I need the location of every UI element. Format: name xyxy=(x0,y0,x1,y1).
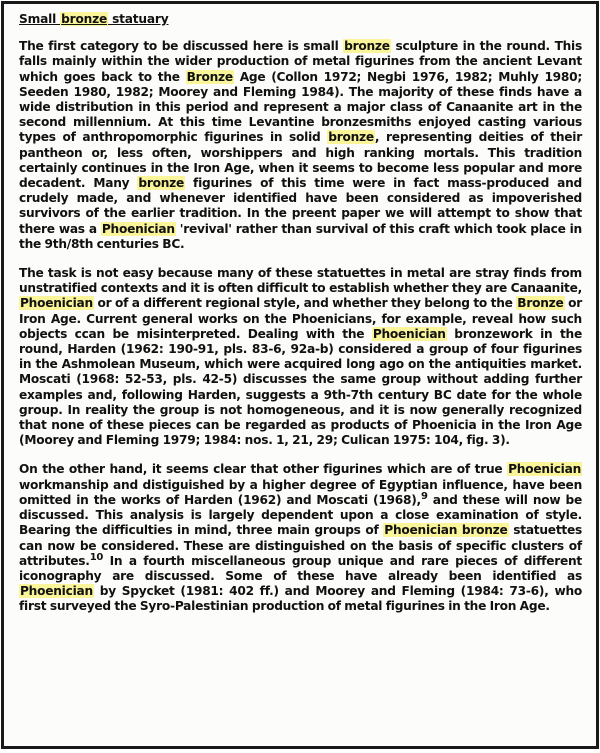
highlighted-term: bronze xyxy=(61,12,108,26)
document-page xyxy=(3,3,597,747)
section-heading: Small bronze statuary xyxy=(19,12,169,26)
highlighted-term: Phoenician xyxy=(372,326,446,341)
highlighted-term: bronze xyxy=(328,130,374,145)
highlighted-term: Bronze xyxy=(517,296,564,311)
highlighted-term: Phoenician xyxy=(20,296,93,311)
paragraph-2: The task is not easy because many of these statuettes in metal are stray finds from unstratified contexts and it is often difficult to establish whether they are Canaanite, Phoenician or of a different regional style, and whether they belong to the Bronze or Iron Age. Current general works on the Phoenicians, for example, reveal how such objects ccan be misinterpreted. Dealing with the Phoenician bronzework in the round, Harden (1962: 190-91, pls. 83-6, 92a-b) considered a group of four figurines in the Ashmolean Museum, which were acquired long ago on the antiquities market. Moscati (1968: 52-53, pls. 42-5) discusses the same group without adding further examples and, following Harden, suggests a 9th-7th century BC date for the whole group. In reality the group is not homogeneous, and it is now generally recognized that none of these pieces can be regarded as products of Phoenicia in the Iron Age (Moorey and Fleming 1979; 1984: nos. 1, 21, 29; Culican 1975: 104, fig. 3). xyxy=(19,266,582,448)
paragraph-1: The first category to be discussed here is small bronze sculpture in the round. This falls mainly within the wider production of metal figurines from the ancient Levant which goes back to the Bronze Age (Collon 1972; Negbi 1976, 1982; Muhly 1980; Seeden 1980, 1982; Moorey and Fleming 1984). The majority of these finds have a wide distribution in this period and represent a major class of Canaanite art in the second millennium. At this time Levantine bronzesmiths enjoyed casting various types of anthropomorphic figurines in solid bronze, representing deities of their pantheon or, less often, worshippers and high ranking mortals. This tradition certainly continues in the Iron Age, when it seems to become less popular and more decadent. Many bronze figurines of this time were in fact mass-produced and crudely made, and whenever identified have been considered as impoverished survivors of the earlier tradition. In the preent paper we will attempt to show that there was a Phoenician 'revival' rather than survival of this craft which took place in the 9th/8th centuries BC. xyxy=(19,39,582,251)
highlighted-term: Phoenician bronze xyxy=(384,523,508,538)
highlighted-term: Phoenician xyxy=(508,462,581,477)
paragraph-3: On the other hand, it seems clear that other figurines which are of true Phoenician workmanship and distiguished by a higher degree of Egyptian influence, have been omitted in the works of Harden (1962) and Moscati (1968),$^9$ and these will now be discussed. This analysis is largely dependent upon a close examination of style. Bearing the difficulties in mind, three main groups of Phoenician bronze statuettes can now be considered. These are distinguished on the basis of specific clusters of attributes.$^{10}$ In a fourth miscellaneous group unique and rare pieces of different iconography are discussed. Some of these have already been identified as Phoenician by Spycket (1981: 402 ff.) and Moorey and Fleming (1984: 73-6), who first surveyed the Syro-Palestinian production of metal figurines in the Iron Age. xyxy=(19,462,582,614)
highlighted-term: Bronze xyxy=(186,69,233,84)
highlighted-term: Phoenician xyxy=(101,221,175,236)
highlighted-term: Phoenician xyxy=(20,584,93,599)
highlighted-term: bronze xyxy=(138,176,185,191)
highlighted-term: bronze xyxy=(344,39,390,54)
footnote-ref: 9 xyxy=(420,490,428,502)
footnote-ref: 10 xyxy=(89,551,104,563)
